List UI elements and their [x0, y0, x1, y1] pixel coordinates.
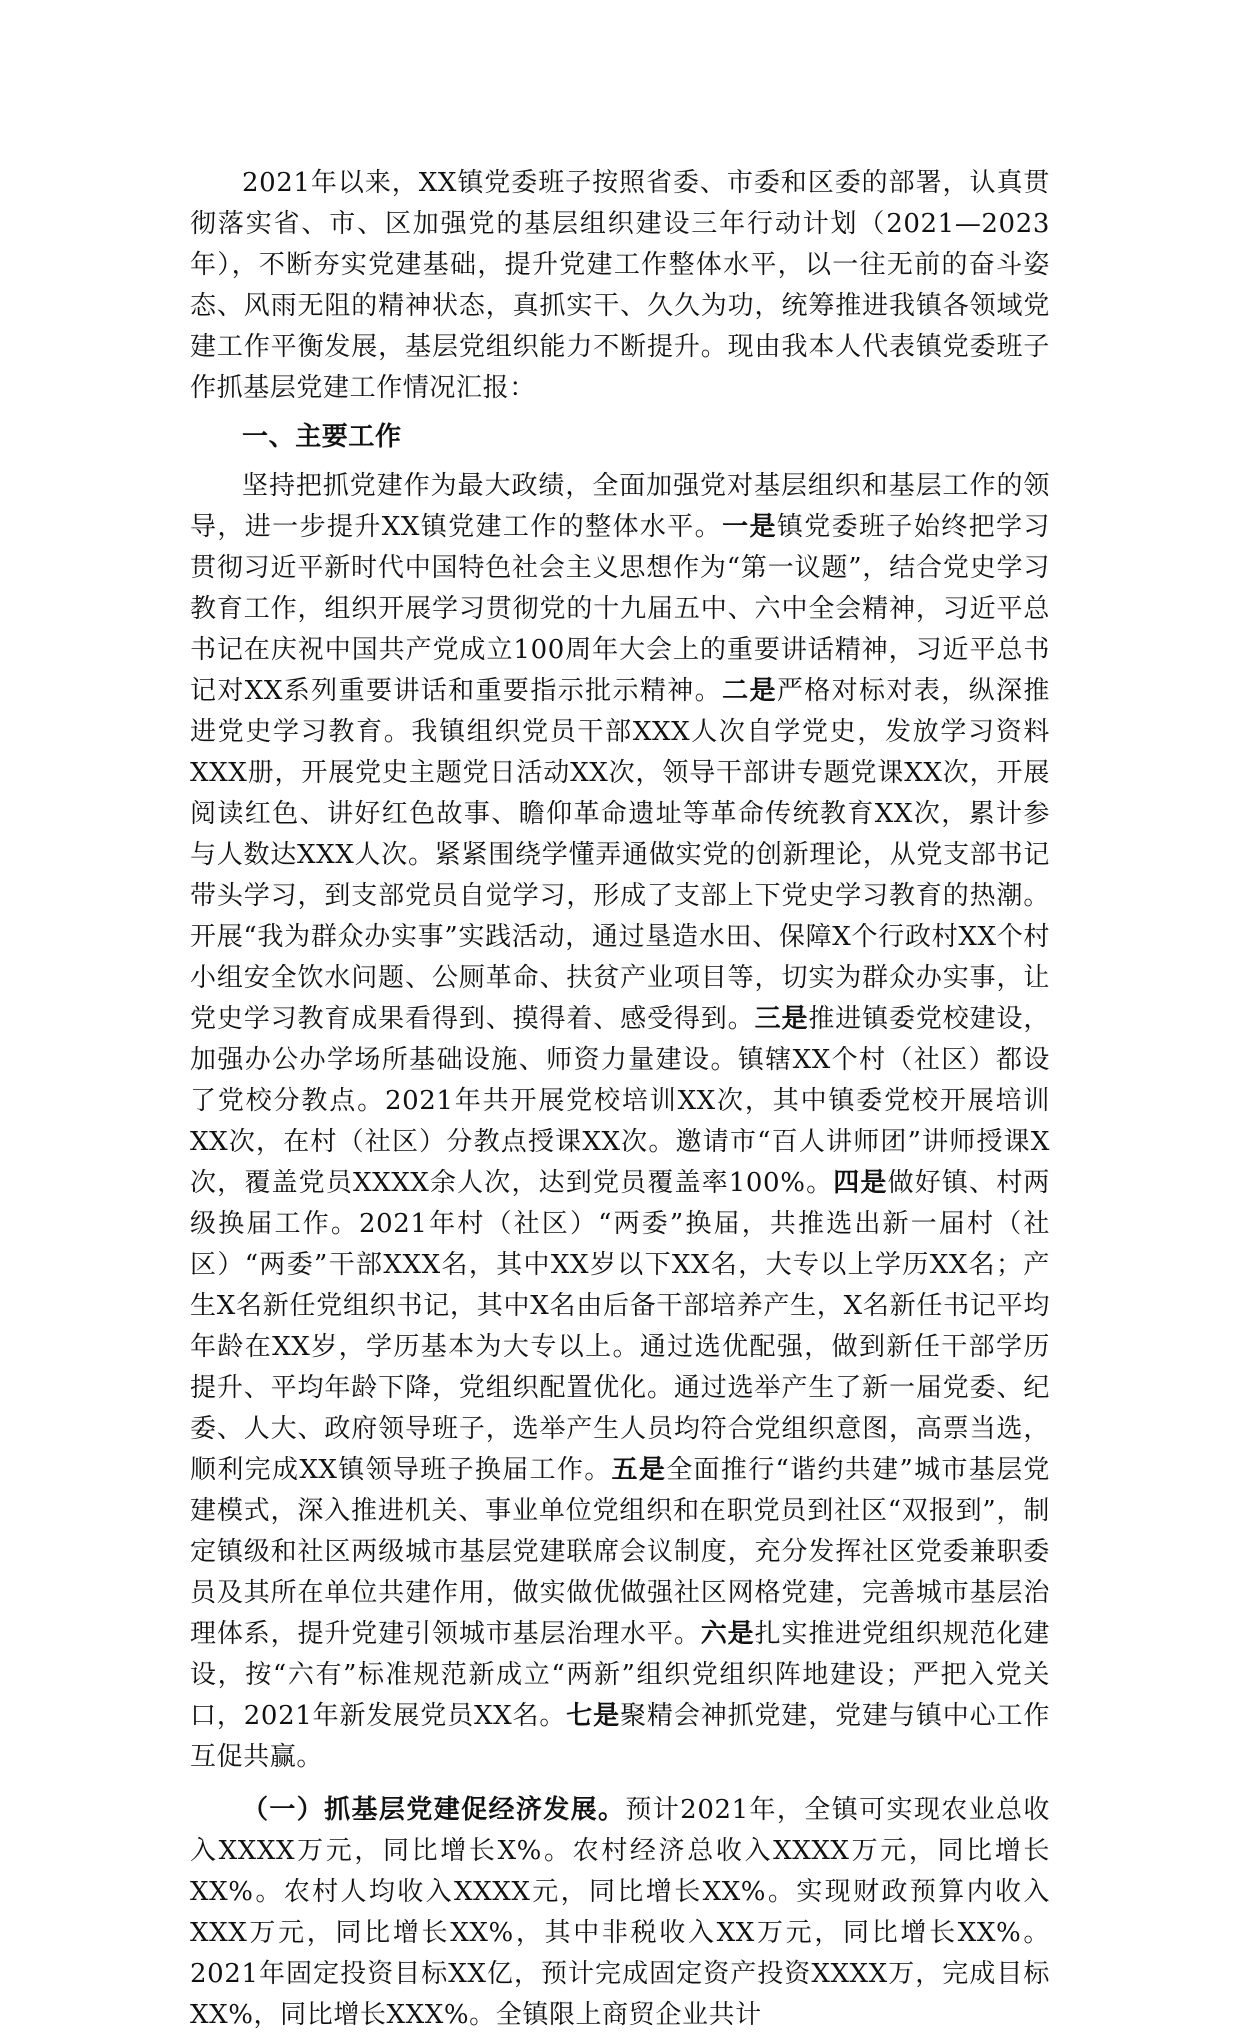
item-text-7: 聚精会神抓党建，党建与镇中心工作互促共赢。	[190, 1701, 1050, 1772]
item-label-5: 五是	[611, 1455, 667, 1485]
item-text-4: 做好镇、村两级换届工作。2021年村（社区）“两委”换届，共推选出新一届村（社区）“两委”干部XXX名，其中XX岁以下XX名，大专以上学历XX名；产生X名新任党组织书记，其中X名由后备干部培养产生，X名新任书记平均年龄在XX岁，学历基本为大专以上。通过选优配强，做到新任干部学历提升、平均年龄下降，党组织配置优化。通过选举产生了新一届党委、纪委、人大、政府领导班子，选举产生人员均符合党组织意图，高票当选，顺利完成XX镇领导班子换届工作。	[190, 1168, 1050, 1485]
item-label-4: 四是	[833, 1168, 888, 1198]
economic-development-paragraph	[190, 1790, 1050, 2036]
main-work-paragraph	[190, 466, 1050, 1778]
section-heading-main-work: 一、主要工作	[242, 422, 402, 452]
document-page	[190, 163, 1050, 2036]
item-text-1: 镇党委班子始终把学习贯彻习近平新时代中国特色社会主义思想作为“第一议题”，结合党史学习教育工作，组织开展学习贯彻党的十九届五中、六中全会精神，习近平总书记在庆祝中国共产党成立100周年大会上的重要讲话精神，习近平总书记对XX系列重要讲话和重要指示批示精神。	[190, 512, 1050, 706]
item-label-1: 一是	[722, 512, 777, 542]
intro-paragraph: 2021年以来，XX镇党委班子按照省委、市委和区委的部署，认真贯彻落实省、市、区加强党的基层组织建设三年行动计划（2021—2023年），不断夯实党建基础，提升党建工作整体水平，以一往无前的奋斗姿态、风雨无阻的精神状态，真抓实干、久久为功，统筹推进我镇各领域党建工作平衡发展，基层党组织能力不断提升。现由我本人代表镇党委班子作抓基层党建工作情况汇报：	[190, 168, 1050, 403]
item-text-5: 全面推行“谐约共建”城市基层党建模式，深入推进机关、事业单位党组织和在职党员到社区“双报到”，制定镇级和社区两级城市基层党建联席会议制度，充分发挥社区党委兼职委员及其所在单位共建作用，做实做优做强社区网格党建，完善城市基层治理体系，提升党建引领城市基层治理水平。	[190, 1455, 1050, 1649]
item-label-2: 二是	[722, 676, 777, 706]
item-label-7: 七是	[566, 1701, 621, 1731]
main-work-lead: 坚持把抓党建作为最大政绩，全面加强党对基层组织和基层工作的领导，进一步提升XX镇党建工作的整体水平。	[190, 471, 1050, 542]
subsection-text-economy: 预计2021年，全镇可实现农业总收入XXXX万元，同比增长X%。农村经济总收入XXXX万元，同比增长XX%。农村人均收入XXXX元，同比增长XX%。实现财政预算内收入XXX万元，同比增长XX%，其中非税收入XX万元，同比增长XX%。2021年固定投资目标XX亿，预计完成固定资产投资XXXX万，完成目标XX%，同比增长XXX%。全镇限上商贸企业共计	[190, 1795, 1050, 2030]
item-label-3: 三是	[754, 1004, 809, 1034]
item-text-2: 严格对标对表，纵深推进党史学习教育。我镇组织党员干部XXX人次自学党史，发放学习资料XXX册，开展党史主题党日活动XX次，领导干部讲专题党课XX次，开展阅读红色、讲好红色故事、瞻仰革命遗址等革命传统教育XX次，累计参与人数达XXX人次。紧紧围绕学懂弄通做实党的创新理论，从党支部书记带头学习，到支部党员自觉学习，形成了支部上下党史学习教育的热潮。开展“我为群众办实事”实践活动，通过垦造水田、保障X个行政村XX个村小组安全饮水问题、公厕革命、扶贫产业项目等，切实为群众办实事，让党史学习教育成果看得到、摸得着、感受得到。	[190, 676, 1050, 1034]
item-text-3: 推进镇委党校建设，加强办公办学场所基础设施、师资力量建设。镇辖XX个村（社区）都设了党校分教点。2021年共开展党校培训XX次，其中镇委党校开展培训XX次，在村（社区）分教点授课XX次。邀请市“百人讲师团”讲师授课X次，覆盖党员XXXX余人次，达到党员覆盖率100%。	[190, 1004, 1051, 1198]
item-label-6: 六是	[700, 1619, 755, 1649]
item-text-6: 扎实推进党组织规范化建设，按“六有”标准规范新成立“两新”组织党组织阵地建设；严把入党关口，2021年新发展党员XX名。	[190, 1619, 1051, 1731]
subsection-heading-economy: （一）抓基层党建促经济发展。	[242, 1795, 626, 1825]
